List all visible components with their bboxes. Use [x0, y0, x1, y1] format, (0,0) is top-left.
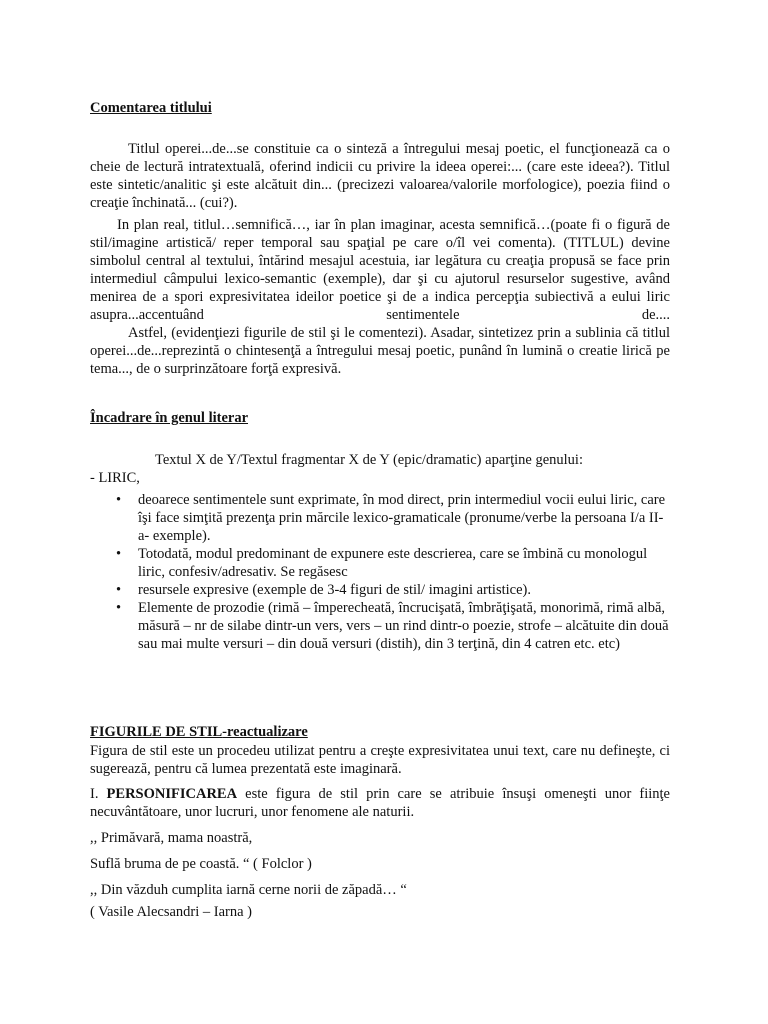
list-item: [90, 599, 670, 653]
genre-intro-line: Textul X de Y/Textul fragmentar X de Y (epic/dramatic) aparţine genului:: [155, 452, 583, 468]
list-item: [90, 581, 670, 599]
paragraph-title-conclusion: Astfel, (evidenţiezi figurile de stil şi le comentezi). Asadar, sintetizez prin a sublinia că titlul operei...de...reprezintă o chintesenţă a întregului mesaj poetic, punând în lumină o creatie lirică pe tema..., de o surprinzătoare forţă expresivă.: [90, 325, 670, 377]
figures-heading-suffix: -reactualizare: [222, 724, 308, 740]
example-folk-line-1: ,, Primăvară, mama noastră,: [90, 830, 253, 846]
genre-criteria-list: [90, 491, 670, 653]
bullet-icon: •: [116, 546, 122, 562]
list-item-text: Elemente de prozodie (rimă – împerecheată, încrucişată, îmbrăţişată, monorimă, rimă albă, măsură – nr de silabe dintr-un vers, vers – un rind dintr-o poezie, strofe – alcătuite din două sau mai multe versuri – din două versuri (distih), din 3 terţină, din 4 catren etc. etc): [138, 600, 669, 652]
paragraph-title-meaning: In plan real, titlul…semnifică…, iar în plan imaginar, acesta semnifică…(poate fi o figură de stil/imagine artistică/ reper temporal sau spaţial pe care o/îl vei comenta). (TITLUL) devine simbolul central al textului, întărind mesajul acestuia, iar legătura cu creaţia propusă se face prin intermediul câmpului lexico-semantic (exemple), dar şi cu ajutorul resurselor sugestive, având menirea de a spori expresivitatea ideilor poetice şi de a indica percepţia subiectivă a eului liric asupra...accentuând sentimentele de....: [90, 217, 670, 323]
list-item-text: resursele expresive (exemple de 3-4 figuri de stil/ imagini artistice).: [138, 582, 531, 598]
figures-heading-title: FIGURILE DE STIL: [90, 724, 223, 740]
section-heading-title-commentary: Comentarea titlului: [90, 100, 212, 116]
bullet-icon: •: [116, 582, 122, 598]
example-alecsandri-line-1: ,, Din văzduh cumplita iarnă cerne norii de zăpadă… “: [90, 882, 407, 898]
section-heading-figures-of-speech: [90, 723, 670, 741]
example-folk-line-2: Suflă bruma de pe coastă. “ ( Folclor ): [90, 856, 312, 872]
definition-term: PERSONIFICAREA: [106, 786, 238, 802]
bullet-icon: •: [116, 492, 122, 508]
list-item-text: Totodată, modul predominant de expunere este descrierea, care se îmbină cu monologul liric, confesiv/adresativ. Se regăsesc: [138, 546, 648, 580]
list-item: [90, 545, 670, 581]
section-body-figures-of-speech: [90, 742, 670, 921]
section-body-title-commentary: [90, 140, 670, 378]
definition-number: I.: [90, 786, 107, 802]
list-item: [90, 491, 670, 545]
section-body-literary-genre: [90, 451, 670, 653]
example-alecsandri-line-2: ( Vasile Alecsandri – Iarna ): [90, 904, 252, 920]
definition-text: este figura de stil prin care se atribuie însuşi omeneşti unor fiinţe necuvântătoare, unor lucruri, unor fenomene ale naturii.: [90, 786, 670, 820]
paragraph-title-intro: Titlul operei...de...se constituie ca o sinteză a întregului mesaj poetic, el funcţionează ca o cheie de lectură intratextuală, oferind indicii cu privire la ideea operei:... (care este ideea?). Titlul este sintetic/analitic şi este alcătuit din... (precizezi valoarea/valorile morfologice), poezia fiind o creaţie închinată... (cui?).: [90, 141, 670, 211]
figures-intro-paragraph: Figura de stil este un procedeu utilizat pentru a creşte expresivitatea unui text, care nu defineşte, ci sugerează, pentru că lumea prezentată este imaginară.: [90, 743, 670, 777]
bullet-icon: •: [116, 600, 122, 616]
personification-definition: [90, 785, 670, 821]
section-heading-literary-genre: Încadrare în genul literar: [90, 410, 249, 426]
genre-label: - LIRIC,: [90, 470, 140, 486]
list-item-text: deoarece sentimentele sunt exprimate, în mod direct, prin intermediul vocii eului liric, care îşi face simţită prezenţa prin mărcile lexico-gramaticale (pronume/verbe la persoana I/a II-a- exemple).: [138, 492, 666, 544]
